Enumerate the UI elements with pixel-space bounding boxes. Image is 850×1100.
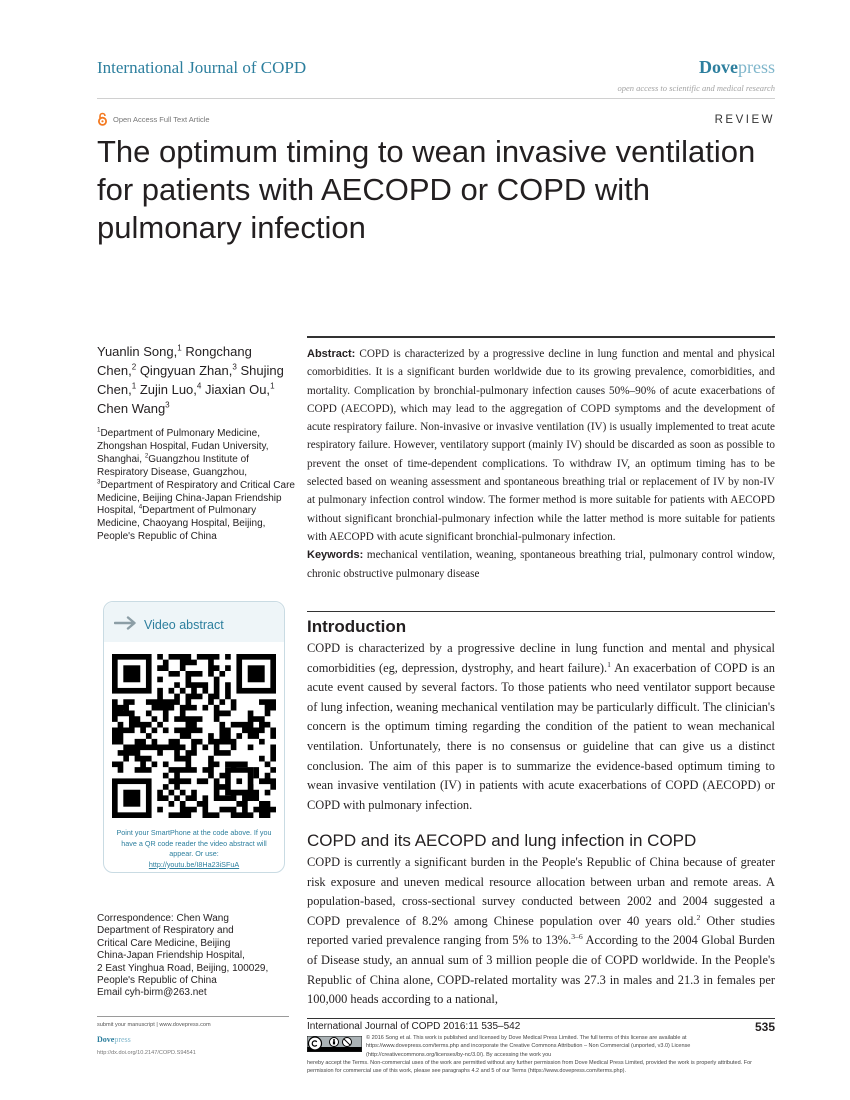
author-name: Zujin Luo, (139, 382, 197, 397)
affiliation-mark: 1 (97, 426, 101, 434)
author-list (97, 342, 287, 418)
license-text-continued: hereby accept the Terms. Non-commercial uses of the work are permitted without any further permission from Dove Medical Press Limited, provided the work is properly attributed. For permission for commercial use of this work, please see paragraphs 4.2 and 5 of our Terms (https://www.dovepress.com/terms.php). (307, 1060, 752, 1075)
abstract-paragraph (307, 345, 775, 546)
footer-logo-bold: Dove (97, 1035, 115, 1044)
video-abstract-box[interactable] (103, 601, 285, 873)
author-name: Shujing Chen, (97, 363, 284, 397)
open-access-line (97, 112, 210, 126)
keywords-text: mechanical ventilation, weaning, spontaneous breathing trial, pulmonary control window, chronic obstructive pulmonary disease (307, 549, 776, 580)
copd-part-2: Other studies reported varied prevalence ranging from 5% to 13%. (307, 913, 776, 948)
copd-section-heading: COPD and its AECOPD and lung infection in COPD (307, 831, 697, 850)
video-abstract-caption (110, 828, 278, 870)
footer-logo-light: press (114, 1035, 131, 1044)
author-affiliation-mark: 4 (196, 381, 202, 391)
author-name: Jiaxian Ou, (205, 382, 271, 397)
creative-commons-badge-icon[interactable] (307, 1036, 362, 1052)
author-name: Yuanlin Song, (97, 344, 178, 359)
right-footer-divider (307, 1018, 775, 1019)
correspondence-line: China-Japan Friendship Hospital, (97, 950, 245, 962)
journal-name[interactable]: International Journal of COPD (97, 58, 307, 77)
affiliation-mark: 2 (144, 452, 149, 460)
introduction-heading: Introduction (307, 617, 407, 636)
affiliation-list (97, 428, 297, 544)
citation-line: International Journal of COPD 2016:11 535–542 (307, 1021, 521, 1032)
publisher-logo-bold: Dove (699, 57, 738, 77)
affiliation-mark: 4 (138, 504, 143, 512)
copd-part-3: According to the 2004 Global Burden of Disease study, an annual sum of 3 million people die of COPD worldwide. In the People's Republic of China alone, COPD-related mortality was 27.3 in males and 21.3 in females per 100,000 heads according to a national, (307, 933, 775, 1007)
qr-code-icon[interactable] (112, 654, 276, 818)
author-name: Rongchang Chen, (97, 344, 252, 378)
correspondence-line: People's Republic of China (97, 975, 217, 987)
copd-section-text (307, 853, 775, 1010)
correspondence-line: Department of Respiratory and (97, 925, 234, 937)
article-type: REVIEW (714, 114, 775, 126)
keywords-paragraph (307, 546, 775, 583)
video-abstract-label: Video abstract (144, 618, 224, 632)
publisher-tagline: open access to scientific and medical research (617, 83, 775, 93)
introduction-divider (307, 611, 775, 612)
affiliation-text: Department of Respiratory and Critical Care Medicine, Beijing China-Japan Friendship Hospital, (97, 479, 295, 517)
author-affiliation-mark: 3 (232, 362, 237, 372)
intro-part-2: An exacerbation of COPD is an acute event caused by several factors. To those patients who need ventilator support because of lung infection, weaning mechanical ventilation may be particularly difficult. The clinician's concern is the optimum timing regarding the condition of the patient to wean mechanical ventilation. Unfortunately, there is no consensus or guideline that can give us a distinct conclusion. The aim of this paper is to summarize the evidence-based optimum timing to wean invasive ventilation (IV) in patients with acute exacerbations of COPD (AECOPD) or COPD with pulmonary infection. (307, 660, 775, 812)
abstract-divider (307, 336, 775, 338)
author-affiliation-mark: 1 (177, 343, 182, 353)
header-divider (97, 98, 775, 99)
article-title: The optimum timing to wean invasive ventilation for patients with AECOPD or COPD with pulmonary infection (97, 134, 756, 245)
author-affiliation-mark: 2 (131, 362, 137, 372)
correspondence-line: Critical Care Medicine, Beijing (97, 937, 231, 949)
license-text: © 2016 Song et al. This work is published and licensed by Dove Medical Press Limited. The full terms of this license are available at https://www.dovepress.com/terms.php and incorporate the Creative Commons Attribution – Non Commercial (unported, v3.0) License (http://creativecommons.org/licenses/by-nc/3.0/). By accessing the work you (366, 1035, 691, 1058)
video-abstract-link[interactable]: http://youtu.be/I8Ha23iSFuA (148, 859, 240, 869)
author-name: Chen Wang (97, 401, 166, 416)
abstract-label: Abstract: (307, 348, 356, 360)
copd-part-1: COPD is currently a significant burden in the People's Republic of China because of greater risk exposure and uneven medical resource allocation between urban and remote areas. A population-based, cross-sectional survey conducted between 2002 and 2004 suggested a COPD prevalence of 8.2% among Chinese population over 40 years old. (307, 855, 775, 928)
affiliation-text: Guangzhou Institute of Respiratory Disease, Guangzhou, (97, 453, 249, 478)
video-caption-text: Point your SmartPhone at the code above. If you have a QR code reader the video abstract will appear. Or use: (116, 828, 272, 858)
correspondence-block (97, 913, 297, 1000)
affiliation-text: Department of Pulmonary Medicine, Zhongshan Hospital, Fudan University, Shanghai, (97, 428, 269, 465)
author-affiliation-mark: 1 (270, 381, 275, 391)
doi-link[interactable]: http://dx.doi.org/10.2147/COPD.S94541 (97, 1050, 196, 1056)
footer-publisher-logo[interactable] (97, 1035, 131, 1044)
affiliation-text: Department of Pulmonary Medicine, Chaoyang Hospital, Beijing, People's Republic of China (97, 505, 266, 543)
author-name: Qingyuan Zhan, (139, 363, 233, 378)
correspondence-email[interactable]: Email cyh-birm@263.net (97, 987, 207, 999)
page-number: 535 (754, 1020, 775, 1034)
arrow-right-icon (114, 616, 138, 630)
abstract-text: COPD is characterized by a progressive decline in lung function and mental and physical comorbidities. It is a significant burden worldwide due to its growing prevalence, comorbidities, and mortality. Complication by bronchial-pulmonary infection causes 50%–90% of acute exacerbations of COPD (AECOPD), which may lead to the aggregation of COPD symptoms and the development of acute respiratory failure. Non-invasive or invasive ventilation (IV) is usually implemented to treat acute respiratory failure. However, ventilatory support (mainly IV) should be discarded as soon as possible to prevent the onset of time-dependent complications. To withdraw IV, an optimum timing has to be selected based on weaning assessment and spontaneous breathing trial or replacement of IV by non-IV at pulmonary infection control window. The former method is more suitable for patients with AECOPD without significant bronchial-pulmonary infection while the latter method is more suitable for patients with AECOPD with acute significant bronchial-pulmonary infection. (307, 348, 775, 543)
publisher-logo-light: press (738, 57, 775, 77)
correspondence-line: 2 East Yinghua Road, Beijing, 100029, (97, 962, 269, 974)
correspondence-line: Correspondence: Chen Wang (97, 913, 229, 924)
reference-link[interactable]: 1 (607, 659, 611, 669)
publisher-logo[interactable] (699, 57, 775, 78)
author-affiliation-mark: 1 (131, 381, 137, 391)
submit-manuscript-link[interactable]: submit your manuscript | www.dovepress.com (97, 1022, 211, 1028)
reference-link[interactable]: 3–6 (571, 932, 583, 942)
abstract-block (307, 345, 775, 583)
keywords-label: Keywords: (307, 549, 364, 562)
open-access-lock-icon (97, 112, 108, 126)
reference-link[interactable]: 2 (696, 912, 701, 922)
introduction-text (307, 639, 775, 815)
open-access-label: Open Access Full Text Article (113, 114, 210, 124)
intro-part-1: COPD is characterized by a progressive decline in lung function and mental and physical comorbidities (eg, depression, dystrophy, and heart failure). (307, 641, 775, 675)
affiliation-mark: 3 (97, 478, 101, 486)
left-footer-divider (97, 1016, 289, 1017)
author-affiliation-mark: 3 (165, 400, 170, 410)
